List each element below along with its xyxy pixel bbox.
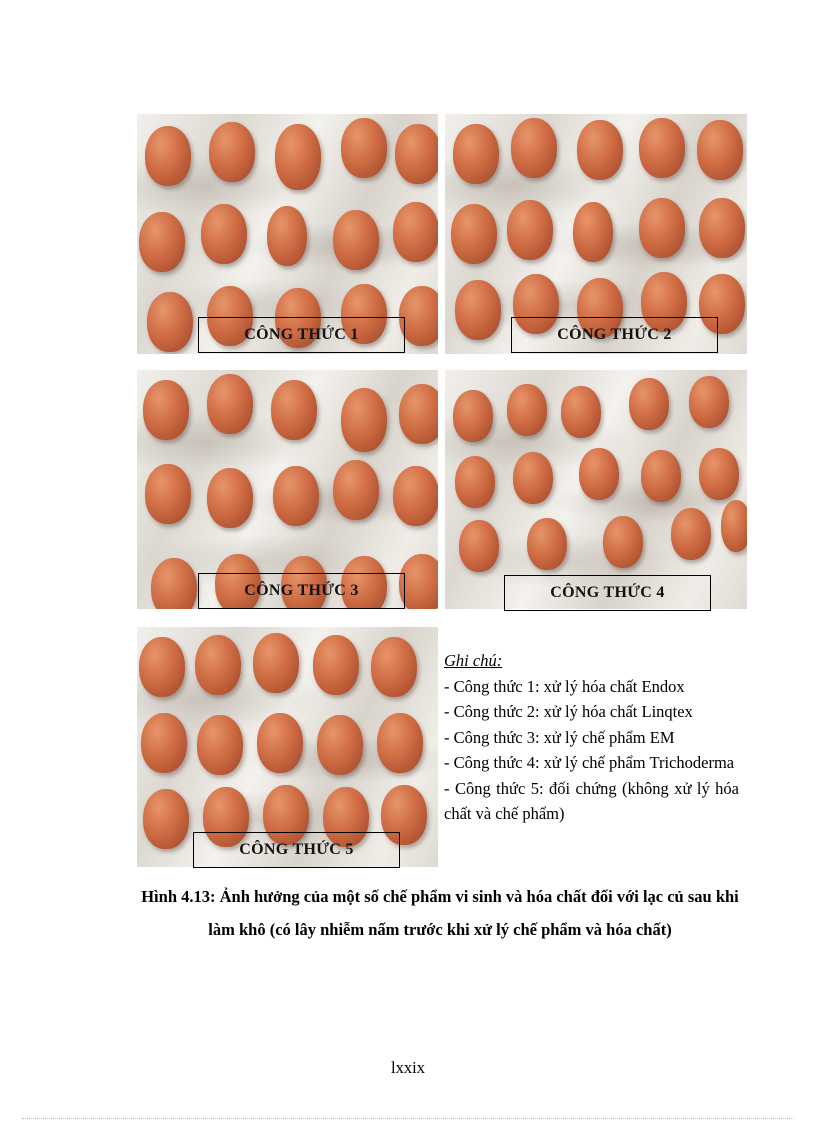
peanut-image [151, 558, 197, 609]
peanut-image [333, 460, 379, 520]
peanut-image [453, 390, 493, 442]
peanut-image [511, 118, 557, 178]
peanut-image [207, 468, 253, 528]
peanut-image [139, 637, 185, 697]
peanut-image [371, 637, 417, 697]
peanut-image [195, 635, 241, 695]
peanut-image [377, 713, 423, 773]
peanut-image [139, 212, 185, 272]
peanut-image [207, 374, 253, 434]
note-item: - Công thức 2: xử lý hóa chất Linqtex [444, 702, 693, 721]
peanut-image [399, 384, 438, 444]
photo-label: CÔNG THỨC 1 [198, 317, 405, 353]
peanut-image [143, 789, 189, 849]
peanut-image [603, 516, 643, 568]
peanut-image [341, 118, 387, 178]
note-item: - Công thức 1: xử lý hóa chất Endox [444, 676, 685, 696]
note-item: - Công thức 4: xử lý chế phẩm Trichoderma [444, 753, 735, 772]
peanut-image [395, 124, 438, 184]
peanut-image [275, 124, 321, 190]
peanut-image [455, 456, 495, 508]
peanut-image [147, 292, 193, 352]
peanut-image [453, 124, 499, 184]
footer-divider [22, 1118, 794, 1119]
peanut-image [459, 520, 499, 572]
peanut-image [641, 450, 681, 502]
peanut-image [209, 122, 255, 182]
peanut-image [253, 633, 299, 693]
peanut-image [455, 280, 501, 340]
note-item: - Công thức 5: đối chứng (không xử lý hóa chất và chế phẩm) [444, 778, 739, 823]
peanut-image [143, 380, 189, 440]
photo-cong-thuc-4 [445, 370, 747, 609]
peanut-image [507, 384, 547, 436]
peanut-image [393, 466, 438, 526]
peanut-image [577, 120, 623, 180]
photo-label: CÔNG THỨC 2 [511, 317, 718, 353]
note-item: - Công thức 3: xử lý chế phẩm EM [444, 727, 675, 747]
peanut-image [561, 386, 601, 438]
peanut-image [697, 120, 743, 180]
peanut-image [145, 126, 191, 186]
peanut-image [341, 388, 387, 452]
photo-cong-thuc-5 [137, 627, 438, 867]
peanut-image [273, 466, 319, 526]
peanut-image [629, 378, 669, 430]
peanut-image [721, 500, 747, 552]
peanut-image [313, 635, 359, 695]
peanut-image [141, 713, 187, 773]
peanut-image [639, 198, 685, 258]
page-number: lxxix [391, 1058, 425, 1077]
peanut-image [271, 380, 317, 440]
peanut-image [527, 518, 567, 570]
peanut-image [573, 202, 613, 262]
peanut-image [393, 202, 438, 262]
note-title: Ghi chú: [444, 651, 503, 670]
peanut-image [197, 715, 243, 775]
peanut-image [699, 198, 745, 258]
peanut-image [201, 204, 247, 264]
photo-label: CÔNG THỨC 4 [504, 575, 711, 611]
legend-note [444, 648, 739, 827]
peanut-image [257, 713, 303, 773]
figure-caption: Hình 4.13: Ảnh hưởng của một số chế phẩm vi sinh và hóa chất đối với lạc củ sau khi làm khô (có lây nhiễm nấm trước khi xử lý chế phẩm và hóa chất) [141, 887, 739, 939]
photo-label: CÔNG THỨC 3 [198, 573, 405, 609]
peanut-image [513, 452, 553, 504]
peanut-image [671, 508, 711, 560]
peanut-image [639, 118, 685, 178]
peanut-image [689, 376, 729, 428]
photo-label: CÔNG THỨC 5 [193, 832, 400, 868]
peanut-image [267, 206, 307, 266]
peanut-image [579, 448, 619, 500]
peanut-image [317, 715, 363, 775]
peanut-image [451, 204, 497, 264]
peanut-image [507, 200, 553, 260]
peanut-image [699, 448, 739, 500]
peanut-image [333, 210, 379, 270]
peanut-image [145, 464, 191, 524]
